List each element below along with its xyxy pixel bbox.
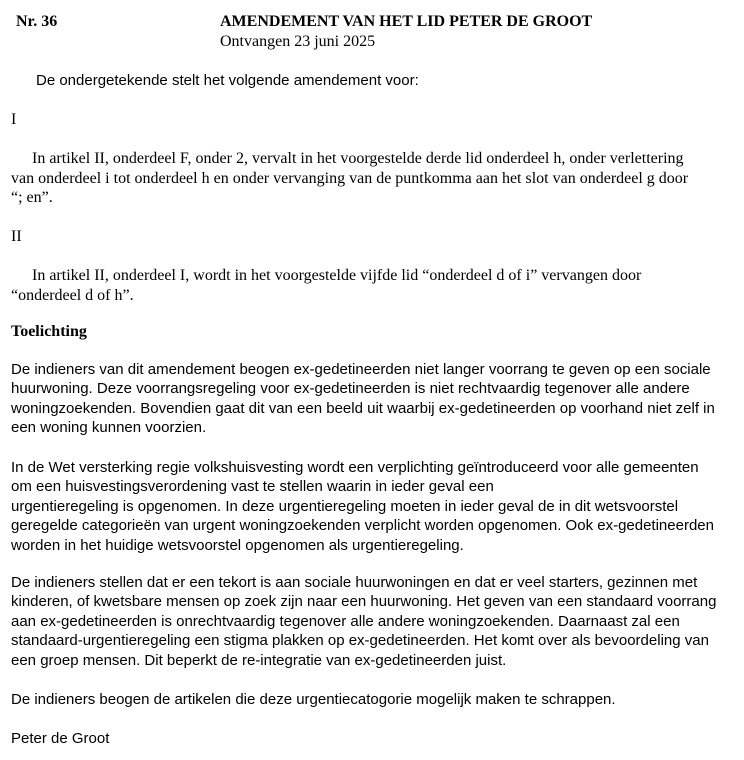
- text-line: een woning kunnen voorzien.: [11, 419, 207, 437]
- explanation-paragraph-3: [11, 573, 735, 670]
- signature: Peter de Groot: [11, 730, 110, 747]
- text-line: De indieners stellen dat er een tekort is aan sociale huurwoningen en dat er veel starters, gezinnen met: [11, 574, 698, 591]
- text-line: In artikel II, onderdeel I, wordt in het voorgestelde vijfde lid “onderdeel d of i” vervangen door: [32, 267, 642, 284]
- explanation-paragraph-4: [11, 690, 735, 709]
- text-line: woningzoekenden. Bovendien gaat dit van een beeld uit waarbij ex-gedetineerden op voorhand niet zelf in: [11, 399, 715, 417]
- text-line: In artikel II, onderdeel F, onder 2, vervalt in het voorgestelde derde lid onderdeel h, onder verlettering: [32, 150, 684, 167]
- document-title: AMENDEMENT VAN HET LID PETER DE GROOT: [220, 13, 593, 30]
- text-line: een groep mensen. Dit beperkt de re-integratie van ex-gedetineerden juist.: [11, 651, 507, 669]
- text-line: van onderdeel i tot onderdeel h en onder vervanging van de puntkomma aan het slot van onderdeel g door: [11, 169, 689, 187]
- text-line: “onderdeel d of h”.: [11, 286, 134, 304]
- intro-sentence: De ondergetekende stelt het volgende amendement voor:: [36, 72, 419, 89]
- text-line: “; en”.: [11, 189, 53, 206]
- text-line: geregelde categorieën van urgent woningzoekenden verplicht worden opgenomen. Ook ex-gedetineerden: [11, 517, 714, 535]
- text-line: In de Wet versterking regie volkshuisvesting wordt een verplichting geïntroduceerd voor alle gemeenten: [11, 459, 699, 476]
- text-line: kinderen, of kwetsbare mensen op zoek zijn naar een huurwoning. Het geven van een standaard voorrang: [11, 593, 717, 611]
- text-line: worden in het huidige wetsvoorstel opgenomen als urgentieregeling.: [11, 536, 464, 554]
- section-numeral-2: II: [11, 228, 22, 245]
- text-line: De indieners van dit amendement beogen ex-gedetineerden niet langer voorrang te geven op een sociale: [11, 361, 711, 378]
- text-line: urgentieregeling is opgenomen. In deze urgentieregeling moeten in ieder geval de in dit wetsvoorstel: [11, 497, 679, 515]
- text-line: aan ex-gedetineerden is onrechtvaardig tegenover alle andere woningzoekenden. Daarnaast zal een: [11, 612, 680, 630]
- text-line: om een huisvestingsverordening vast te stellen waarin in ieder geval een: [11, 478, 494, 496]
- section-text-1: [11, 149, 731, 208]
- explanation-paragraph-2: [11, 458, 735, 555]
- text-line: De indieners beogen de artikelen die deze urgentiecatogorie mogelijk maken te schrappen.: [11, 691, 616, 708]
- section-text-2: [11, 266, 731, 305]
- explanation-paragraph-1: [11, 360, 735, 438]
- text-line: standaard-urgentieregeling een stigma plakken op ex-gedetineerden. Het komt over als bevoordeling van: [11, 632, 709, 650]
- document-number: Nr. 36: [16, 13, 58, 30]
- text-line: huurwoning. Deze voorrangsregeling voor ex-gedetineerden is niet rechtvaardig tegenover alle andere: [11, 380, 690, 398]
- explanation-heading: Toelichting: [11, 323, 87, 340]
- received-date: Ontvangen 23 juni 2025: [220, 33, 376, 50]
- section-numeral-1: I: [11, 111, 17, 128]
